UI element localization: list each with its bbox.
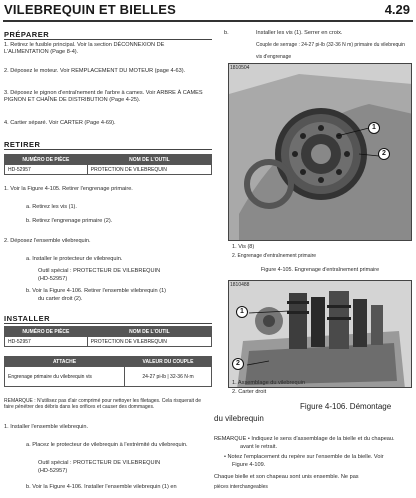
preparer-step-3: 3. Déposez le pignon d'entraînement de l'arbre à cames. Voir ARBRE À CAMES PIGNON ET CHAÎNE DE DISTRIBUTION (Page 4-25).: [4, 90, 203, 103]
header-divider: [3, 20, 413, 22]
table-header-tool: NOM DE L'OUTIL: [87, 327, 211, 337]
table-cell-tool: PROTECTION DE VILEBREQUIN: [87, 165, 211, 175]
retirer-special-tool: Outil spécial : PROTECTEUR DE VILEBREQUIN: [38, 268, 161, 274]
retirer-step-1a: a. Retirez les vis (1).: [26, 204, 77, 210]
installer-step-1a: a. Placez le protecteur de vilebrequin à l'extrémité du vilebrequin.: [26, 442, 188, 448]
figure-4-106-callout-2: 2: [232, 358, 244, 370]
preparer-step-1: 1. Retirez le fusible principal. Voir la section DÉCONNEXION DE L'ALIMENTATION (Page 8-4).: [4, 42, 165, 55]
right-remarque-line3: • Notez l'emplacement du repère sur l'ensemble de la bielle. Voir: [224, 454, 384, 460]
table-cell-fastener: Engrenage primaire du vilebrequin vis: [5, 367, 125, 387]
tool-table-installer: [4, 326, 212, 347]
figure-4-106-legend-1: 1. Assemblage du vilebrequin: [232, 380, 306, 386]
retirer-special-tool-number: (HD-52957): [38, 276, 68, 282]
right-remarque-line5: Chaque bielle et son chapeau sont unis ensemble. Ne pas: [214, 474, 359, 480]
retirer-step-1: 1. Voir la Figure 4-105. Retirer l'engrenage primaire.: [4, 186, 133, 192]
tool-table-retirer: [4, 154, 212, 175]
table-cell-part: HD-52957: [5, 165, 88, 175]
installer-remarque: REMARQUE : N'utilisez pas d'air comprimé pour nettoyer les filetages. Cela risquerait de faire pénétrer des débris dans les orifices et causer des dommages.: [4, 398, 201, 410]
section-heading-installer: INSTALLER: [4, 314, 212, 324]
table-header-tool: NOM DE L'OUTIL: [87, 155, 211, 165]
retirer-step-1b: b. Retirez l'engrenage primaire (2).: [26, 218, 113, 224]
figure-4-105-callout-1: 1: [368, 122, 380, 134]
right-remarque-line4: Figure 4-109.: [232, 462, 266, 468]
right-remarque-line2: avant le retrait.: [240, 444, 277, 450]
right-remarque-line1: REMARQUE • Indiquez le sens d'assemblage de la bielle et du chapeau.: [214, 436, 395, 442]
figure-4-105-callout-2: 2: [378, 148, 390, 160]
torque-table: [4, 356, 212, 387]
installer-step-1b: b. Voir la Figure 4-106. Installer l'ensemble vilebrequin (1) en: [26, 484, 177, 490]
table-cell-torque: 24-27 pi-lb | 32-36 N·m: [125, 367, 212, 387]
figure-4-106-legend-2: 2. Carter droit: [232, 389, 267, 395]
right-install-screws: Installer les vis (1). Serrer en croix.: [256, 30, 343, 36]
installer-special-tool: Outil spécial : PROTECTEUR DE VILEBREQUIN: [38, 460, 161, 466]
table-cell-part: HD-52957: [5, 337, 88, 347]
figure-4-105-legend-2: 2. Engrenage d'entraînement primaire: [232, 253, 317, 259]
figure-4-106-code: 1810488: [230, 282, 250, 288]
figure-4-106-panel: [228, 280, 412, 388]
section-heading-preparer: PRÉPARER: [4, 30, 212, 40]
page-title: VILEBREQUIN ET BIELLES: [4, 2, 176, 17]
preparer-step-4: 4. Cartier séparé. Voir CARTER (Page 4-69).: [4, 120, 116, 126]
installer-step-1: 1. Installer l'ensemble vilebrequin.: [4, 424, 89, 430]
table-header-fastener: ATTACHE: [5, 357, 125, 367]
figure-4-106-caption-line2: du vilebrequin: [214, 414, 264, 423]
retirer-step-2b-cont: du carter droit (2).: [38, 296, 83, 302]
right-torque-line2: vis d'engrenage: [256, 54, 292, 60]
right-remarque-line6: pièces interchangeables: [214, 484, 268, 490]
figure-4-105-code: 1810504: [230, 65, 250, 71]
page-number: 4.29: [384, 2, 410, 17]
retirer-step-2b: b. Voir la Figure 4-106. Retirer l'ensemble vilebrequin (1): [26, 288, 167, 294]
section-heading-retirer: RETIRER: [4, 140, 212, 150]
table-header-torque: VALEUR DU COUPLE: [125, 357, 212, 367]
retirer-step-2: 2. Déposez l'ensemble vilebrequin.: [4, 238, 91, 244]
retirer-step-2a: a. Installer le protecteur de vilebrequin.: [26, 256, 123, 262]
figure-4-105-caption: Figure 4-105. Engrenage d'entraînement primaire: [260, 267, 380, 273]
figure-4-106-callout-1: 1: [236, 306, 248, 318]
right-torque-line1: Couple de serrage : 24-27 pi-lb (32-36 N m) primaire du vilebrequin: [256, 42, 405, 48]
table-header-part: NUMÉRO DE PIÈCE: [5, 327, 88, 337]
preparer-step-2: 2. Déposez le moteur. Voir REMPLACEMENT DU MOTEUR (page 4-63).: [4, 68, 186, 74]
figure-4-105-legend-1: 1. Vis (8): [232, 244, 255, 250]
right-step-b: b.: [224, 30, 229, 36]
table-header-part: NUMÉRO DE PIÈCE: [5, 155, 88, 165]
figure-4-106-caption-line1: Figure 4-106. Démontage: [300, 402, 392, 411]
installer-special-tool-number: (HD-52957): [38, 468, 68, 474]
crankshaft-illustration: [229, 281, 412, 388]
table-cell-tool: PROTECTION DE VILEBREQUIN: [87, 337, 211, 347]
